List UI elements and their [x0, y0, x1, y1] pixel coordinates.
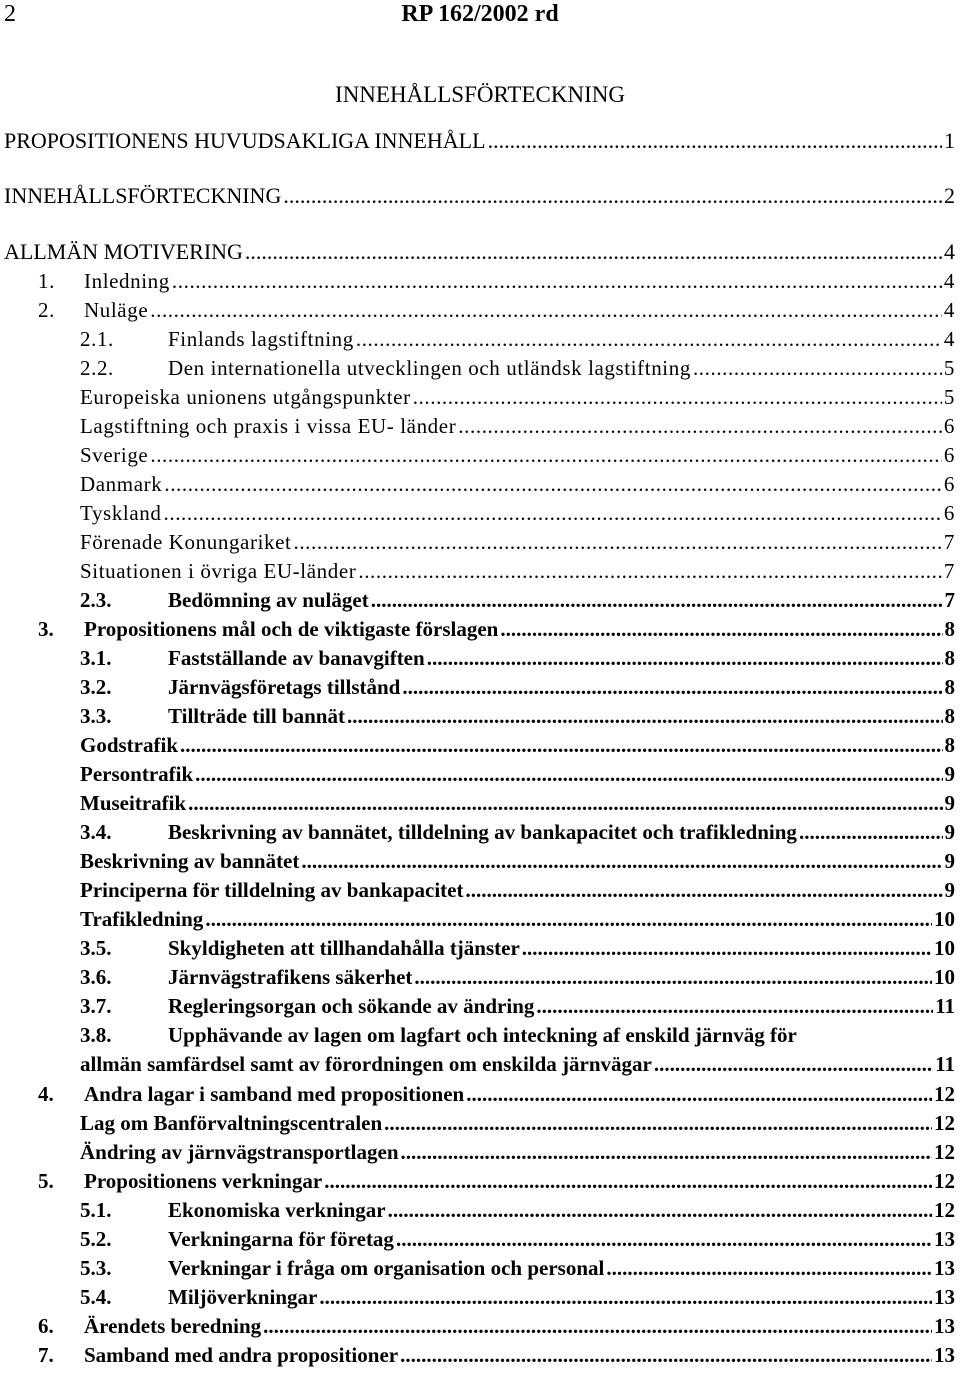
dot-leader — [799, 818, 943, 847]
dot-leader — [245, 237, 942, 266]
toc-entry-label: Beskrivning av bannätet — [80, 849, 300, 873]
toc-entry — [4, 126, 955, 155]
dot-leader — [401, 1138, 932, 1167]
dot-leader — [347, 702, 943, 731]
toc-entry — [80, 673, 955, 702]
toc-entry — [80, 934, 955, 963]
dot-leader — [371, 586, 943, 615]
toc-entry-page: 5 — [943, 385, 955, 409]
toc-entry — [80, 325, 955, 354]
dot-leader — [414, 963, 932, 992]
toc-entry-number: 7. — [38, 1343, 54, 1367]
toc-entry-label: ALLMÄN MOTIVERING — [4, 239, 243, 264]
toc-entry-page: 4 — [944, 239, 955, 264]
toc-entry-number: 6. — [38, 1314, 54, 1338]
toc-entry-page: 6 — [943, 501, 955, 525]
toc-entry — [80, 441, 955, 470]
toc-entry-page: 5 — [943, 356, 955, 380]
toc-entry-page: 12 — [934, 1140, 955, 1164]
toc-entry-number: 5.3. — [80, 1256, 112, 1280]
toc-entry-number: 5.4. — [80, 1285, 112, 1309]
toc-entry-label: Järnvägsföretags tillstånd — [168, 675, 401, 699]
document-id: RP 162/2002 rd — [401, 1, 559, 27]
dot-leader — [500, 615, 942, 644]
toc-entry-page: 7 — [944, 588, 955, 612]
toc-entry-label: Bedömning av nuläget — [168, 588, 369, 612]
toc-entry — [80, 499, 955, 528]
dot-leader — [150, 296, 942, 325]
dot-leader — [693, 354, 942, 383]
dot-leader — [164, 499, 942, 528]
toc-entry-number: 3.5. — [80, 936, 112, 960]
toc-entry — [4, 181, 955, 210]
toc-entry-label: Samband med andra propositioner — [84, 1343, 399, 1367]
toc-entry-label: Ändring av järnvägstransportlagen — [80, 1140, 399, 1164]
dot-leader — [427, 644, 943, 673]
toc-entry — [80, 470, 955, 499]
toc-entry — [80, 905, 955, 934]
toc-entry-label: Järnvägstrafikens säkerhet — [168, 965, 413, 989]
toc-entry — [80, 760, 955, 789]
toc-entry-label: Danmark — [80, 472, 163, 496]
dot-leader — [654, 1050, 933, 1079]
dot-leader — [358, 557, 942, 586]
dot-leader — [195, 760, 942, 789]
toc-entry-page: 8 — [944, 733, 955, 757]
toc-entry-label: Europeiska unionens utgångspunkter — [80, 385, 411, 409]
toc-entry-number: 5.1. — [80, 1198, 112, 1222]
dot-leader — [188, 789, 942, 818]
toc-entry — [38, 1080, 955, 1109]
toc-title: INNEHÅLLSFÖRTECKNING — [335, 82, 625, 107]
toc-entry-page: 9 — [944, 820, 955, 844]
toc-entry-label: Inledning — [84, 269, 170, 293]
toc-entry-label: Propositionens verkningar — [84, 1169, 323, 1193]
toc-entry-number: 3.3. — [80, 704, 112, 728]
toc-entry — [80, 1196, 955, 1225]
toc-entry-label: Verkningarna för företag — [168, 1227, 394, 1251]
page-header — [0, 0, 960, 30]
toc-entry-label: Propositionens mål och de viktigaste förslagen — [84, 617, 499, 641]
dot-leader — [413, 383, 942, 412]
toc-entry-label: Persontrafik — [80, 762, 194, 786]
toc-entry — [80, 1283, 955, 1312]
toc-entry — [80, 789, 955, 818]
dot-leader — [263, 1312, 932, 1341]
dot-leader — [150, 441, 942, 470]
toc-entry — [80, 586, 955, 615]
toc-entry-label: Miljöverkningar — [168, 1285, 318, 1309]
toc-entry-page: 11 — [935, 1052, 955, 1076]
toc-entry — [38, 296, 955, 325]
toc-entry — [80, 354, 955, 383]
toc-entry-page: 9 — [944, 762, 955, 786]
toc-entry-label: Verkningar i fråga om organisation och personal — [168, 1256, 605, 1280]
toc-entry — [80, 1021, 955, 1081]
dot-leader — [293, 528, 941, 557]
toc-entry-page: 10 — [934, 936, 955, 960]
toc-entry — [80, 412, 955, 441]
toc-entry — [38, 1312, 955, 1341]
toc-entry-page: 7 — [943, 530, 955, 554]
toc-entry-label: INNEHÅLLSFÖRTECKNING — [4, 183, 282, 208]
toc-entry-label: Godstrafik — [80, 733, 179, 757]
toc-entry-page: 13 — [934, 1227, 955, 1251]
toc-entry — [80, 876, 955, 905]
toc-entry-label: Fastställande av banavgiften — [168, 646, 425, 670]
toc-entry — [80, 383, 955, 412]
toc-entry — [80, 1109, 955, 1138]
toc-entry-number: 2.1. — [80, 327, 114, 351]
dot-leader — [283, 181, 942, 210]
toc-entry — [38, 1341, 955, 1370]
toc-entry-page: 10 — [934, 907, 955, 931]
dot-leader — [172, 267, 942, 296]
toc-entry-page: 4 — [943, 298, 955, 322]
toc-entry-page: 7 — [943, 559, 955, 583]
toc-entry-page: 6 — [943, 414, 955, 438]
toc-entry-label: Nuläge — [84, 298, 149, 322]
toc-entry-page: 1 — [944, 128, 955, 153]
toc-entry-label: Sverige — [80, 443, 149, 467]
toc-entry-label: Museitrafik — [80, 791, 187, 815]
dot-leader — [180, 731, 942, 760]
toc-entry-number: 3.7. — [80, 994, 112, 1018]
dot-leader — [388, 1196, 932, 1225]
toc-entry — [80, 818, 955, 847]
toc-entry-number: 5. — [38, 1169, 54, 1193]
toc-entry-label: Principerna för tilldelning av bankapacitet — [80, 878, 464, 902]
toc-entry-label: Ärendets beredning — [84, 1314, 262, 1338]
toc-entry — [38, 267, 955, 296]
dot-leader — [396, 1225, 932, 1254]
toc-entry — [80, 847, 955, 876]
toc-entry-label: allmän samfärdsel samt av förordningen om enskilda järnvägar — [80, 1052, 652, 1076]
toc-entry — [38, 615, 955, 644]
toc-entry-page: 13 — [934, 1343, 955, 1367]
dot-leader — [324, 1167, 932, 1196]
toc-entry-page: 9 — [944, 791, 955, 815]
toc-entry — [80, 1138, 955, 1167]
toc-entry-page: 9 — [944, 878, 955, 902]
dot-leader — [606, 1254, 932, 1283]
dot-leader — [164, 470, 942, 499]
toc-entry-page: 12 — [934, 1169, 955, 1193]
toc-entry — [80, 1225, 955, 1254]
toc-entry-number: 2.3. — [80, 588, 112, 612]
dot-leader — [319, 1283, 932, 1312]
dot-leader — [536, 992, 933, 1021]
toc-entry-page: 12 — [934, 1198, 955, 1222]
dot-leader — [466, 1080, 932, 1109]
toc-entry — [80, 528, 955, 557]
toc-entry-label: Ekonomiska verkningar — [168, 1198, 386, 1222]
toc-entry-page: 8 — [944, 617, 955, 641]
page-number: 2 — [4, 1, 16, 27]
toc-entry-page: 4 — [943, 327, 955, 351]
toc-entry-number: 5.2. — [80, 1227, 112, 1251]
toc-entry-number: 1. — [38, 269, 55, 293]
dot-leader — [458, 412, 942, 441]
dot-leader — [301, 847, 942, 876]
dot-leader — [400, 1341, 932, 1370]
toc-entry — [38, 1167, 955, 1196]
toc-entry-page: 2 — [944, 183, 955, 208]
toc-entry-page: 8 — [944, 675, 955, 699]
toc-entry-label: Regleringsorgan och sökande av ändring — [168, 994, 535, 1018]
toc-entry-label: Förenade Konungariket — [80, 530, 292, 554]
toc-entry-number: 3.8. — [80, 1023, 112, 1047]
dot-leader — [205, 905, 932, 934]
toc-entry-number: 3. — [38, 617, 54, 641]
toc-entry-label: Den internationella utvecklingen och utländsk lagstiftning — [168, 356, 691, 380]
toc-entry-label: Situationen i övriga EU-länder — [80, 559, 357, 583]
toc-entry — [80, 644, 955, 673]
toc-entry-number: 3.2. — [80, 675, 112, 699]
toc-entry-label: Andra lagar i samband med propositionen — [84, 1082, 465, 1106]
toc-entry-label: Lagstiftning och praxis i vissa EU- länder — [80, 414, 457, 438]
toc-entry-label: Tyskland — [80, 501, 162, 525]
toc-entry-number: 3.6. — [80, 965, 112, 989]
toc-entry — [80, 1254, 955, 1283]
dot-leader — [402, 673, 942, 702]
toc-entry-label: Skyldigheten att tillhandahålla tjänster — [168, 936, 520, 960]
dot-leader — [465, 876, 942, 905]
toc-entry — [80, 992, 955, 1021]
toc-entry-page: 13 — [934, 1256, 955, 1280]
dot-leader — [522, 934, 932, 963]
toc-entry — [80, 557, 955, 586]
toc-entry-label: PROPOSITIONENS HUVUDSAKLIGA INNEHÅLL — [4, 128, 486, 153]
toc-entry-label: Beskrivning av bannätet, tilldelning av bankapacitet och trafikledning — [168, 820, 797, 844]
toc-entry-label: Lag om Banförvaltningscentralen — [80, 1111, 383, 1135]
toc-entry-page: 6 — [943, 443, 955, 467]
dot-leader — [356, 325, 942, 354]
toc-entry — [4, 237, 955, 266]
toc-entry-label: Finlands lagstiftning — [168, 327, 354, 351]
toc-entry-label: Tillträde till bannät — [168, 704, 345, 728]
toc-entry-label: Upphävande av lagen om lagfart och inteckning af enskild järnväg för — [168, 1023, 797, 1047]
dot-leader — [488, 126, 942, 155]
toc-entry-page: 9 — [944, 849, 955, 873]
toc-entry — [80, 963, 955, 992]
toc-entry-page: 11 — [935, 994, 955, 1018]
toc-entry-page: 8 — [944, 704, 955, 728]
toc-entry — [80, 702, 955, 731]
toc-entry-number: 3.4. — [80, 820, 112, 844]
toc-entry-page: 6 — [943, 472, 955, 496]
toc-entry-page: 12 — [934, 1111, 955, 1135]
toc-entry-label: Trafikledning — [80, 907, 204, 931]
toc-entry-number: 2.2. — [80, 356, 114, 380]
toc-entry-page: 13 — [934, 1314, 955, 1338]
toc-entry-page: 12 — [934, 1082, 955, 1106]
toc-entry-page: 10 — [934, 965, 955, 989]
toc-entry-number: 4. — [38, 1082, 54, 1106]
toc-entry-page: 4 — [943, 269, 955, 293]
toc-entry-page: 13 — [934, 1285, 955, 1309]
toc-entry-number: 3.1. — [80, 646, 112, 670]
toc-entry-number: 2. — [38, 298, 55, 322]
toc-entry-page: 8 — [944, 646, 955, 670]
toc-entry — [80, 731, 955, 760]
dot-leader — [384, 1109, 932, 1138]
